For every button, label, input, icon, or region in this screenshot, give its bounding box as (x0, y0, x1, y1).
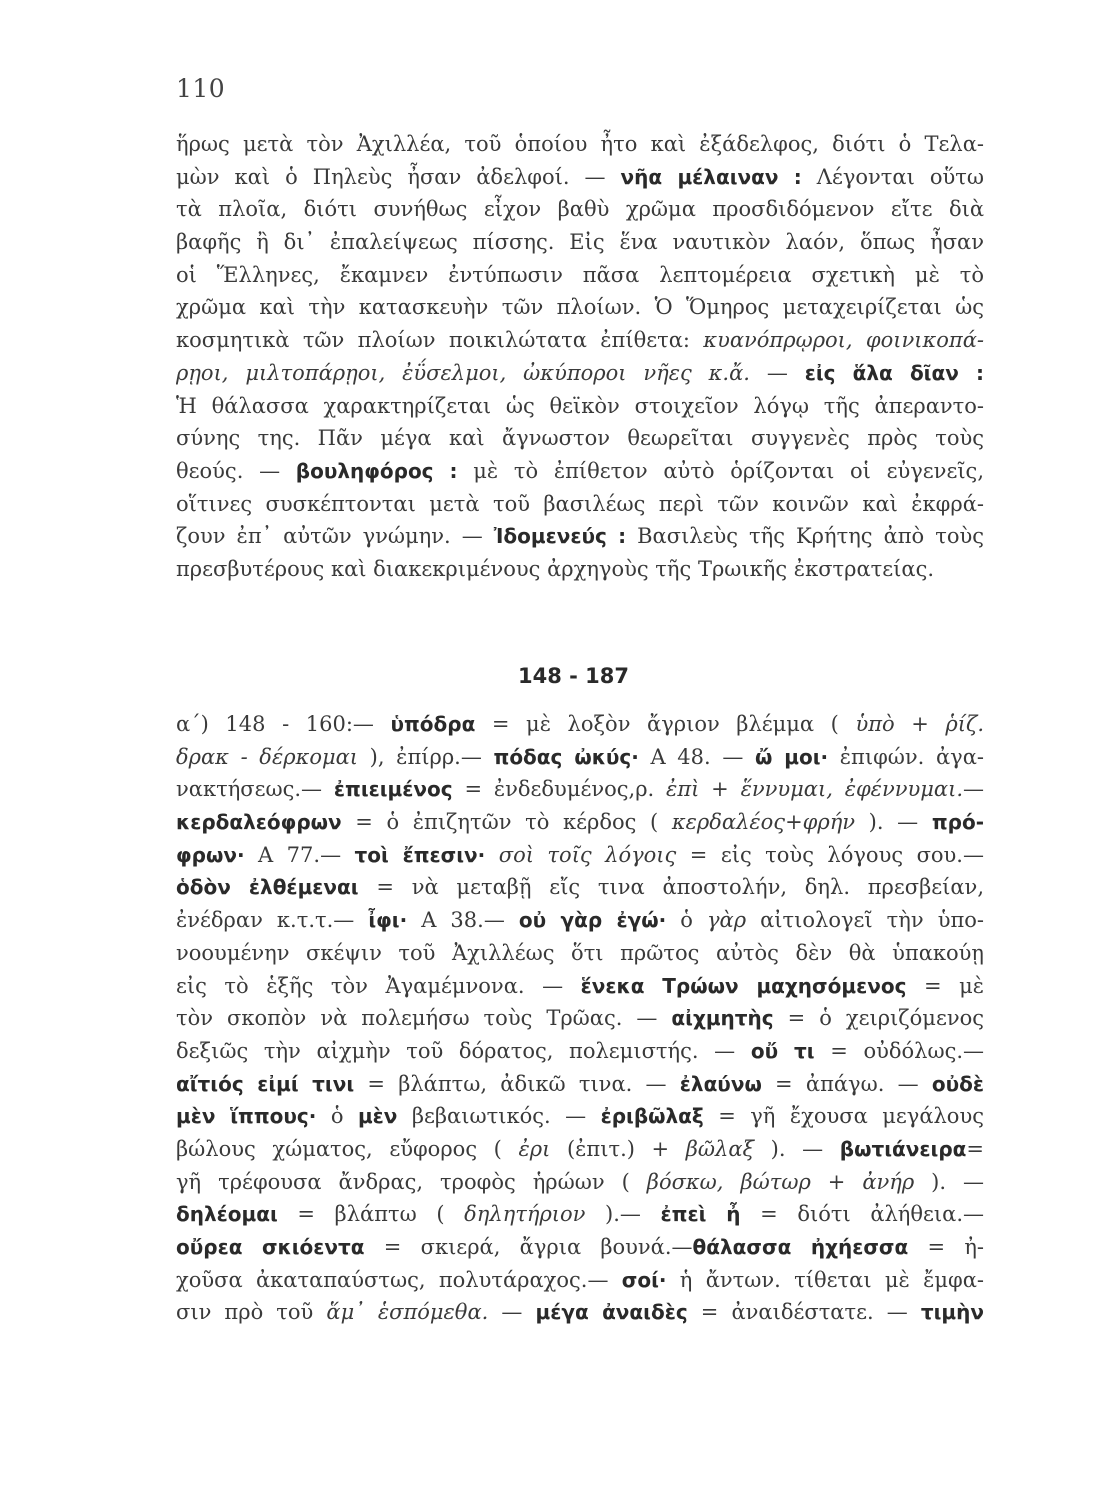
lemma: οὐδὲ (931, 1071, 984, 1096)
etymology-text: δηλητήριον (464, 1202, 586, 1227)
text-segment: Βασιλεὺς τῆς Κρήτης ἀπὸ τοὺς (626, 524, 984, 549)
lemma: μέγα ἀναιδὲς (535, 1300, 688, 1325)
lemma: ἐλαύνω (679, 1071, 762, 1096)
text-segment: ). — (855, 810, 932, 835)
text-segment: οἵτινες συσκέπτονται μετὰ τοῦ βασιλέως περὶ τῶν κοινῶν καὶ ἐκφρά- (176, 491, 984, 516)
lemma: αἰχμητὴς (671, 1006, 774, 1031)
lemma: νῆα μέλαιναν : (620, 164, 802, 189)
text-line (176, 1296, 984, 1329)
lemma: μὲν (357, 1104, 398, 1129)
text-segment: οἱ Ἕλληνες, ἔκαμνεν ἐντύπωσιν πᾶσα λεπτομέρεια σχετικὴ μὲ τὸ (176, 262, 984, 287)
text-segment: ἐπιφών. ἀγα- (828, 744, 984, 769)
text-segment: αἰτιολογεῖ τὴν ὑπο- (746, 908, 984, 933)
lemma: ἐπεὶ ἦ (660, 1202, 741, 1227)
lemma: κερδαλεόφρων (176, 810, 342, 835)
text-segment: εἰς τὸ ἑξῆς τὸν Ἀγαμέμνονα. — (176, 973, 581, 998)
lemma: τιμὴν (920, 1300, 984, 1325)
text-line (176, 422, 984, 455)
text-segment: γῆ τρέφουσα ἄνδρας, τροφὸς ἡρώων ( (176, 1169, 647, 1194)
page-number: 110 (176, 74, 226, 103)
etymology-text: βῶλαξ (685, 1136, 755, 1161)
text-line (176, 1231, 984, 1264)
text-line (176, 226, 984, 259)
text-segment: ὁ (666, 908, 707, 933)
text-line (176, 1198, 984, 1231)
text-segment: — (488, 1300, 536, 1325)
text-segment: χοῦσα ἀκαταπαύστως, πολυτάραχος.— (176, 1267, 622, 1292)
text-segment: = ἀναιδέστατε. — (687, 1300, 921, 1325)
lemma: Ἰδομενεύς : (493, 524, 627, 549)
section-heading (0, 664, 1107, 688)
text-line (176, 937, 984, 970)
lemma: εἰς ἅλα δῖαν : (804, 360, 984, 385)
lemma: οὔρεα σκιόεντα (176, 1235, 365, 1259)
text-segment: = (966, 1136, 984, 1161)
etymology-text: ἐπὶ + ἕννυμαι, ἐφέννυμαι. (666, 777, 963, 802)
text-line (176, 970, 984, 1003)
text-segment: χρῶμα καὶ τὴν κατασκευὴν τῶν πλοίων. Ὁ Ὅμηρος μεταχειρίζεται ὡς (176, 295, 984, 320)
text-segment: βαφῆς ἢ δι᾽ ἐπαλείψεως πίσσης. Εἰς ἕνα ναυτικὸν λαόν, ὅπως ἦσαν (176, 230, 984, 255)
text-segment: Α 38.— (407, 908, 519, 933)
commentary-paragraph-upper (176, 128, 984, 586)
text-segment: = γῆ ἔχουσα μεγάλους (703, 1104, 984, 1129)
text-segment: ὁ (316, 1104, 358, 1129)
text-segment: Α 77.— (244, 842, 355, 867)
text-segment: = διότι ἀλήθεια.— (740, 1202, 984, 1227)
text-segment: — (749, 360, 805, 385)
text-segment: τὰ πλοῖα, διότι συνήθως εἶχον βαθὺ χρῶμα προσδιδόμενον εἴτε διὰ (176, 197, 984, 222)
etymology-text: ὑπὸ + ῥίζ. (855, 712, 984, 736)
text-segment: = ἀπάγω. — (761, 1071, 932, 1096)
text-segment: = βλάπτω ( (277, 1202, 465, 1227)
lemma: ἐπιειμένος (333, 777, 453, 802)
text-segment: = βλάπτω, ἀδικῶ τινα. — (354, 1071, 680, 1096)
text-segment: Ἡ θάλασσα χαρακτηρίζεται ὡς θεϊκὸν στοιχεῖον λόγῳ τῆς ἀπεραντο- (176, 393, 984, 418)
text-line (176, 488, 984, 521)
text-segment: νακτήσεως.— (176, 777, 334, 802)
text-line (176, 193, 984, 226)
text-segment: Λέγονται οὕτω (801, 164, 984, 189)
commentary-paragraph-lower (176, 708, 984, 1329)
text-segment: ἐνέδραν κ.τ.τ.— (176, 908, 369, 933)
text-line (176, 1002, 984, 1035)
text-segment: = ὁ χειριζόμενος (773, 1006, 984, 1031)
etymology-text: γὰρ (706, 908, 747, 933)
etymology-text: ἅμ᾽ ἑσπόμεθα. (326, 1300, 489, 1325)
text-segment: ἥρως μετὰ τὸν Ἀχιλλέα, τοῦ ὁποίου ἦτο καὶ ἐξάδελφος, διότι ὁ Τελα- (176, 132, 984, 156)
text-segment: μὲ τὸ ἐπίθετον αὐτὸ ὁρίζονται οἱ εὐγενεῖς, (457, 458, 984, 483)
text-segment: ).— (585, 1202, 661, 1227)
text-segment: (ἐπιτ.) + (550, 1136, 686, 1161)
text-segment: μὼν καὶ ὁ Πηλεὺς ἦσαν ἀδελφοί. — (176, 164, 621, 189)
lemma: ὁδὸν ἐλθέμεναι (176, 875, 359, 900)
lemma: βωτιάνειρα (839, 1136, 967, 1161)
text-segment: ), ἐπίρρ.— (358, 744, 494, 769)
text-segment: = εἰς τοὺς λόγους σου.— (676, 842, 984, 867)
etymology-text: κερδαλέος+φρήν (671, 810, 856, 835)
text-segment: τὸν σκοπὸν νὰ πολεμήσω τοὺς Τρῶας. — (176, 1006, 672, 1031)
text-line (176, 806, 984, 839)
text-line (176, 773, 984, 806)
lemma: πρό- (931, 810, 984, 835)
text-line (176, 128, 984, 161)
text-segment: κοσμητικὰ τῶν πλοίων ποικιλώτατα ἐπίθετα: (176, 328, 704, 353)
text-line (176, 1035, 984, 1068)
text-segment: = σκιερά, ἄγρια βουνά.— (364, 1235, 693, 1259)
text-segment: πρεσβυτέρους καὶ διακεκριμένους ἀρχηγοὺς τῆς Τρωικῆς ἐκστρατείας. (176, 556, 935, 581)
lemma: ἕνεκα Τρώων μαχησόμενος (580, 973, 907, 998)
lemma: τοὶ ἔπεσιν· (354, 842, 486, 867)
etymology-text: σοὶ τοῖς λόγοις (498, 842, 677, 867)
text-line (176, 839, 984, 872)
text-segment: = οὐδόλως.— (814, 1038, 984, 1063)
text-segment: ). — (914, 1169, 984, 1194)
lemma: αἴτιός εἰμί τινι (176, 1071, 355, 1096)
text-segment: = ἐνδεδυμένος,ρ. (452, 777, 667, 802)
text-line (176, 390, 984, 423)
lemma: φρων· (176, 842, 245, 867)
etymology-text: ἐρι (518, 1136, 551, 1161)
lemma: ἶφι· (368, 908, 408, 933)
text-segment: σύνης της. Πᾶν μέγα καὶ ἄγνωστον θεωρεῖται συγγενὲς πρὸς τοὺς (176, 426, 984, 451)
text-line (176, 1068, 984, 1101)
text-line (176, 904, 984, 937)
lemma: οὐ γὰρ ἐγώ· (518, 908, 667, 933)
text-segment: α΄) 148 - 160:— (176, 712, 391, 736)
text-segment: βώλους χώματος, εὔφορος ( (176, 1136, 519, 1161)
text-line (176, 1264, 984, 1297)
text-segment: = μὲ (906, 973, 984, 998)
text-segment: = ἠ- (908, 1235, 984, 1259)
text-segment: δεξιῶς τὴν αἰχμὴν τοῦ δόρατος, πολεμιστής. — (176, 1038, 751, 1063)
text-segment: νοουμένην σκέψιν τοῦ Ἀχιλλέως ὅτι πρῶτος αὐτὸς δὲν θὰ ὑπακούῃ (176, 940, 984, 965)
text-segment: ζουν ἐπ᾽ αὐτῶν γνώμην. — (176, 524, 494, 549)
text-segment: = ὁ ἐπιζητῶν τὸ κέρδος ( (341, 810, 672, 835)
lemma: ὤ μοι· (754, 744, 829, 769)
text-line (176, 324, 984, 357)
text-segment (485, 843, 498, 867)
lemma: ὑπόδρα (390, 712, 476, 736)
etymology-text: ρῃοι, μιλτοπάρῃοι, ἐΰσελμοι, ὠκύποροι νῆες κ.ἄ. (176, 360, 750, 385)
lemma: ἐριβῶλαξ (600, 1104, 704, 1129)
lemma: σοί· (621, 1267, 667, 1292)
text-line (176, 1100, 984, 1133)
lemma: πόδας ὠκύς· (493, 744, 639, 769)
text-line (176, 1133, 984, 1166)
text-line (176, 455, 984, 488)
text-line (176, 708, 984, 741)
text-line (176, 161, 984, 194)
text-segment: θεούς. — (176, 458, 296, 483)
text-line (176, 553, 984, 586)
text-line (176, 871, 984, 904)
text-line (176, 520, 984, 553)
lemma: δηλέομαι (176, 1202, 278, 1227)
etymology-text: κυανόπρῳροι, φοινικοπά- (703, 328, 984, 353)
text-segment: βεβαιωτικός. — (397, 1104, 601, 1129)
text-line (176, 291, 984, 324)
text-segment: σιν πρὸ τοῦ (176, 1300, 327, 1325)
text-segment: ). — (754, 1136, 840, 1161)
lemma: μὲν ἵππους· (176, 1104, 317, 1129)
text-line (176, 357, 984, 390)
lemma: θάλασσα ἠχήεσσα (692, 1235, 909, 1259)
text-line (176, 1166, 984, 1199)
etymology-text: βόσκω, βώτωρ + ἀνήρ (646, 1169, 915, 1194)
text-segment: = μὲ λοξὸν ἄγριον βλέμμα ( (475, 712, 856, 736)
text-segment: = νὰ μεταβῇ εἴς τινα ἀποστολήν, δηλ. πρεσβείαν, (358, 875, 984, 900)
text-line (176, 741, 984, 774)
text-line (176, 259, 984, 292)
text-segment: Α 48. — (638, 744, 755, 769)
section-heading-text: 148 - 187 (517, 664, 629, 688)
text-segment: — (963, 777, 984, 802)
text-segment: ἡ ἄντων. τίθεται μὲ ἔμφα- (666, 1267, 984, 1292)
lemma: βουληφόρος : (295, 458, 458, 483)
lemma: οὔ τι (750, 1038, 815, 1063)
etymology-text: δρακ - δέρκομαι (176, 744, 359, 769)
